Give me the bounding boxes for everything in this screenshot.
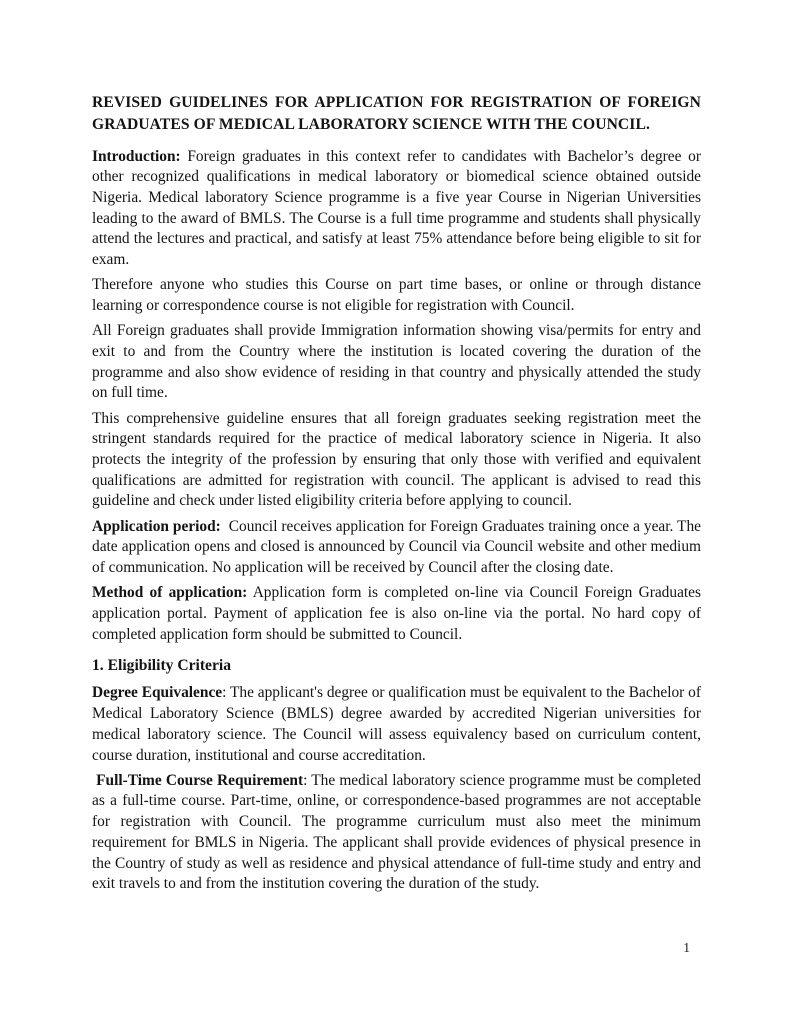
paragraph-text: Foreign graduates in this context refer to candidates with Bachelor’s degree or other recognized qualifications in medical laboratory or biomedical science obtained outside Nigeria. Medical laboratory Science programme is a five year Course in Nigerian Universities leading to the award of BMLS. The Course is a full time programme and students shall physically attend the lectures and practical, and satisfy at least 75% attendance before being eligible to sit for exam. <box>92 147 701 269</box>
document-body <box>92 92 701 900</box>
paragraph-immigration-info <box>92 321 701 404</box>
paragraph-text: Application form is completed on-line via Council Foreign Graduates application portal. Payment of application fee is also on-line via the portal. No hard copy of completed application form should be submitted to Council. <box>92 584 702 643</box>
paragraph-text: Council receives application for Foreign Graduates training once a year. The date application opens and closed is announced by Council via Council website and other medium of communication. No application will be received by Council after the closing date. <box>92 517 701 576</box>
paragraph-introduction <box>92 147 701 271</box>
paragraph-application-period <box>92 517 701 579</box>
paragraph-lead-application-period: Application period: <box>92 517 221 535</box>
paragraph-text: This comprehensive guideline ensures that all foreign graduates seeking registration meet the stringent standards required for the practice of medical laboratory science in Nigeria. It also protects the integrity of the profession by ensuring that only those with verified and equivalent qualifications are admitted for registration with council. The applicant is advised to read this guideline and check under listed eligibility criteria before applying to council. <box>92 409 701 510</box>
paragraph-lead-method-of-application: Method of application: <box>92 584 248 602</box>
paragraph-text: All Foreign graduates shall provide Immigration information showing visa/permits for entry and exit to and from the Country where the institution is located covering the duration of the programme and also show evidence of residing in that country and physically attended the study on full time. <box>92 322 701 402</box>
paragraph-text: : The medical laboratory science programme must be completed as a full-time course. Part-time, online, or correspondence-based programmes are not acceptable for registration with Council. The programme curriculum must also meet the minimum requirement for BMLS in Nigeria. The applicant shall provide evidences of physical presence in the Country of study as well as residence and physical attendance of full-time study and entry and exit travels to and from the institution covering the duration of the study. <box>92 771 702 893</box>
document-title: REVISED GUIDELINES FOR APPLICATION FOR REGISTRATION OF FOREIGN GRADUATES OF MEDICAL LABORATORY SCIENCE WITH THE COUNCIL. <box>92 94 701 133</box>
paragraph-text: Therefore anyone who studies this Course on part time bases, or online or through distance learning or correspondence course is not eligible for registration with Council. <box>92 276 701 315</box>
paragraph-guideline-purpose <box>92 409 701 513</box>
page-number: 1 <box>683 940 690 955</box>
paragraph-method-of-application <box>92 583 701 645</box>
paragraph-lead-introduction: Introduction: <box>92 147 181 165</box>
paragraph-part-time-exclusion <box>92 275 701 316</box>
paragraph-full-time-requirement <box>92 771 701 895</box>
paragraph-text: : The applicant's degree or qualification must be equivalent to the Bachelor of Medical Laboratory Science (BMLS) degree awarded by accredited Nigerian universities for medical laboratory science. The Council will assess equivalency based on curriculum content, course duration, institutional and course accreditation. <box>92 684 701 764</box>
paragraph-lead-full-time-requirement: Full-Time Course Requirement <box>92 771 304 789</box>
paragraph-degree-equivalence <box>92 683 701 766</box>
section-heading-eligibility-criteria: 1. Eligibility Criteria <box>92 657 232 675</box>
paragraph-lead-degree-equivalence: Degree Equivalence <box>92 684 223 702</box>
